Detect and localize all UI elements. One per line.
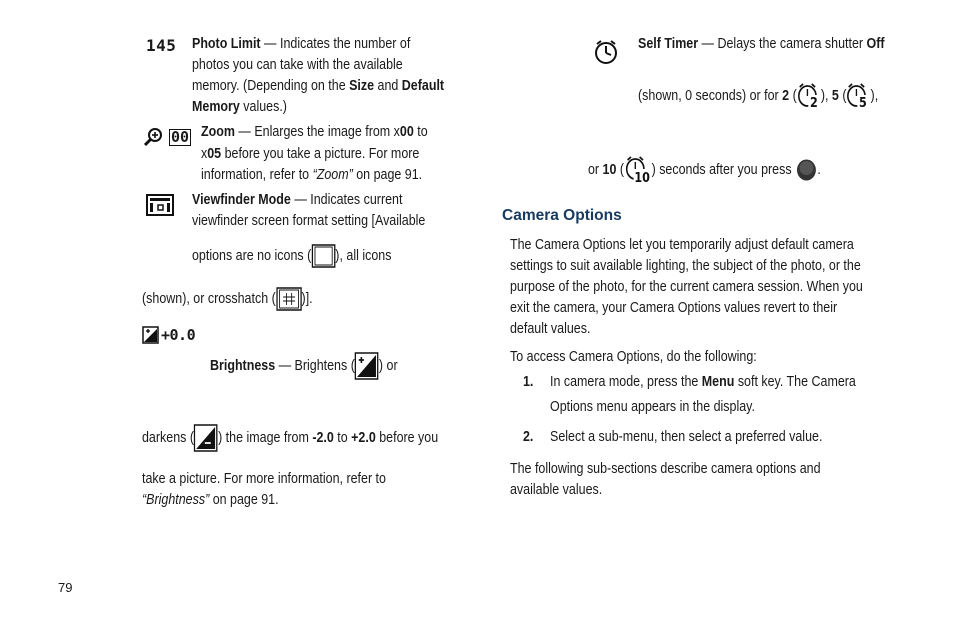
viewfinder-line-2: viewfinder screen format setting [Available [192, 213, 426, 229]
zoom-term: Zoom [201, 124, 235, 140]
camera-options-p1-line-2: settings to suit available lighting, the subject of the photo, or the [510, 258, 861, 274]
self-timer-line-3: or 10 ( 10 ) seconds after you press . [588, 156, 821, 184]
self-timer-line-2: (shown, 0 seconds) or for 2 ( 2 ), 5 ( 5 ), [638, 83, 878, 109]
brighten-icon [355, 352, 379, 380]
timer-5-label: 5 [859, 95, 868, 109]
timer-10-label: 10 [634, 170, 650, 184]
timer-2-icon [797, 83, 821, 109]
page-number: 79 [58, 580, 73, 595]
timer-10-icon [624, 156, 652, 184]
step-1-line-1: In camera mode, press the Menu soft key. The Camera [550, 374, 856, 390]
viewfinder-line-1: Viewfinder Mode — Indicates current [192, 192, 403, 208]
viewfinder-frame-icon [146, 194, 174, 221]
brightness-line-3: take a picture. For more information, refer to [142, 471, 386, 487]
round-key-icon [795, 158, 817, 182]
brightness-level-digits: +0.0 [161, 326, 196, 344]
camera-options-p3-line-1: The following sub-sections describe camera options and [510, 461, 821, 477]
viewfinder-line-3: options are no icons ( ), all icons [192, 244, 391, 268]
step-2-number: 2. [523, 429, 534, 445]
zoom-magnifier-icon [143, 127, 165, 147]
photo-limit-line-1: Photo Limit — Indicates the number of [192, 36, 411, 52]
viewfinder-term: Viewfinder Mode [192, 192, 291, 208]
photo-limit-line-2: photos you can take with the available [192, 57, 403, 73]
zoom-reference: “Zoom” [312, 167, 353, 183]
brightness-reference: “Brightness” [142, 492, 210, 508]
zoom-line-2: x05 before you take a picture. For more [201, 146, 420, 162]
timer-2-label: 2 [809, 95, 818, 109]
step-1-number: 1. [523, 374, 534, 390]
photo-limit-counter: 145 [146, 36, 177, 55]
timer-5-icon [846, 83, 870, 109]
camera-options-p1-line-3: purpose of the photo, for the current camera session. When you [510, 279, 863, 295]
zoom-line-1: Zoom — Enlarges the image from x00 to [201, 124, 428, 140]
photo-limit-line-3: memory. (Depending on the Size and Default [192, 78, 445, 94]
self-timer-term: Self Timer [638, 36, 699, 52]
timer-icon [593, 39, 619, 70]
self-timer-line-1: Self Timer — Delays the camera shutter Off [638, 36, 885, 52]
step-1-line-2: Options menu appears in the display. [550, 399, 755, 415]
menu-key-term: Menu [701, 374, 735, 390]
photo-limit-term: Photo Limit [192, 36, 261, 52]
brightness-icon [142, 326, 159, 344]
camera-options-p1-line-5: default values. [510, 321, 591, 337]
darken-icon [194, 424, 218, 452]
viewfinder-line-4: (shown), or crosshatch ( )]. [142, 287, 313, 311]
step-2-line: Select a sub-menu, then select a preferred value. [550, 429, 823, 445]
zoom-line-3: information, refer to “Zoom” on page 91. [201, 167, 423, 183]
brightness-icon-group [142, 326, 195, 344]
camera-options-p1-line-4: exit the camera, your Camera Options values revert to their [510, 300, 838, 316]
brightness-term: Brightness [210, 357, 276, 374]
camera-options-p2: To access Camera Options, do the following: [510, 349, 757, 365]
zoom-level-digits: 00 [171, 127, 190, 146]
camera-options-heading: Camera Options [502, 207, 622, 224]
brightness-line-2: darkens ( ) the image from -2.0 to +2.0 before you [142, 424, 438, 452]
crosshatch-frame-icon [276, 287, 302, 311]
photo-limit-line-4: Memory values.) [192, 99, 287, 115]
camera-options-p1-line-1: The Camera Options let you temporarily adjust default camera [510, 237, 854, 253]
zoom-icon-group [143, 127, 191, 147]
brightness-line-4: “Brightness” on page 91. [142, 492, 279, 508]
no-icons-frame-icon [311, 244, 335, 268]
brightness-line-1: Brightness — Brightens ( ) or [210, 352, 398, 380]
camera-options-p3-line-2: available values. [510, 482, 603, 498]
